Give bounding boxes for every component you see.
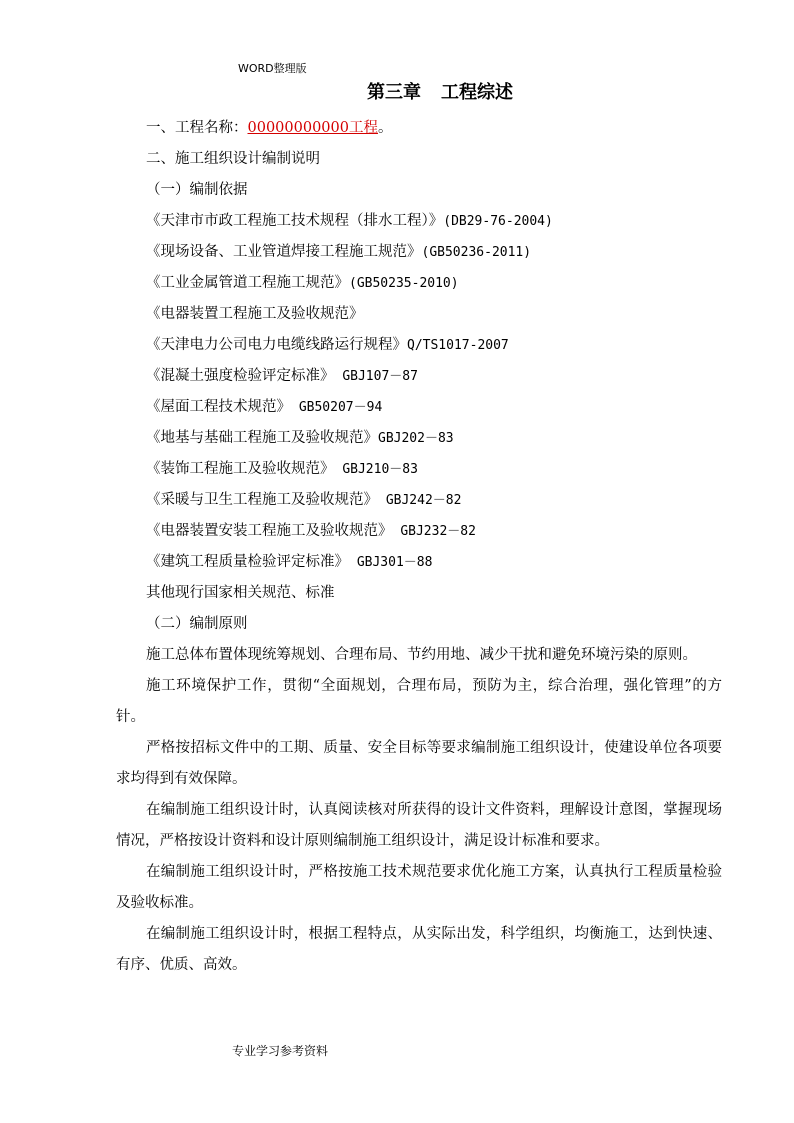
footer-note: 专业学习参考资料 xyxy=(232,1044,329,1058)
basis-item-code: (DB29-76-2004) xyxy=(443,214,553,229)
principles-heading: （二）编制原则 xyxy=(146,616,248,632)
basis-item-title: 《采暖与卫生工程施工及验收规范》 xyxy=(146,492,378,508)
basis-item xyxy=(116,392,722,423)
basis-item-title: 《天津市市政工程施工技术规程（排水工程）》 xyxy=(146,213,444,229)
principle-paragraph: 施工总体布置体现统筹规划、合理布局、节约用地、减少干扰和避免环境污染的原则。 xyxy=(146,647,697,663)
basis-item-code: GBJ210－83 xyxy=(334,462,418,477)
principle-paragraph: 在编制施工组织设计时，严格按施工技术规范要求优化施工方案，认真执行工程质量检验及验收标准。 xyxy=(116,864,722,911)
basis-item-code: (GB50236-2011) xyxy=(421,245,532,260)
basis-item xyxy=(116,237,722,268)
document-body xyxy=(116,113,722,981)
basis-item-title: 《屋面工程技术规范》 xyxy=(146,399,291,415)
principle-paragraph: 严格按招标文件中的工期、质量、安全目标等要求编制施工组织设计，使建设单位各项要求均得到有效保障。 xyxy=(116,740,722,787)
basis-item xyxy=(116,206,722,237)
project-name-line xyxy=(116,113,722,144)
basis-item xyxy=(116,268,722,299)
basis-item-code: GBJ301－88 xyxy=(349,555,433,570)
basis-item xyxy=(116,485,722,516)
principles-list xyxy=(116,640,722,981)
basis-other: 其他现行国家相关规范、标准 xyxy=(146,585,335,601)
basis-item-code: GBJ232－82 xyxy=(392,524,476,539)
principle-paragraph: 在编制施工组织设计时，认真阅读核对所获得的设计文件资料，理解设计意图，掌握现场情况，严格按设计资料和设计原则编制施工组织设计，满足设计标准和要求。 xyxy=(116,802,722,849)
basis-list xyxy=(116,206,722,578)
chapter-name: 工程综述 xyxy=(441,82,513,103)
basis-item-title: 《天津电力公司电力电缆线路运行规程》 xyxy=(146,337,407,353)
basis-item-title: 《混凝土强度检验评定标准》 xyxy=(146,368,335,384)
basis-item xyxy=(116,330,722,361)
basis-item-code: GB50207－94 xyxy=(291,400,383,415)
project-name-value: 00000000000工程 xyxy=(247,120,378,136)
basis-item-code: GBJ107－87 xyxy=(334,369,418,384)
principle-paragraph: 在编制施工组织设计时，根据工程特点，从实际出发，科学组织，均衡施工，达到快速、有序、优质、高效。 xyxy=(116,926,722,973)
project-name-suffix: 。 xyxy=(377,120,393,136)
basis-item-title: 《电器装置安装工程施工及验收规范》 xyxy=(146,523,393,539)
basis-heading: （一）编制依据 xyxy=(146,182,248,198)
basis-item xyxy=(116,547,722,578)
basis-item-code: (GB50235-2010) xyxy=(349,276,459,291)
chapter-number: 第三章 xyxy=(367,82,421,103)
header-note: WORD整理版 xyxy=(238,62,307,75)
chapter-title xyxy=(0,78,794,104)
basis-item-title: 《电器装置工程施工及验收规范》 xyxy=(146,306,364,322)
basis-item xyxy=(116,361,722,392)
basis-item xyxy=(116,516,722,547)
basis-item-code: GBJ242－82 xyxy=(378,493,462,508)
project-name-label: 一、工程名称： xyxy=(146,120,248,136)
basis-item xyxy=(116,454,722,485)
basis-item-title: 《现场设备、工业管道焊接工程施工规范》 xyxy=(146,244,422,260)
basis-item-title: 《工业金属管道工程施工规范》 xyxy=(146,275,349,291)
principle-paragraph: 施工环境保护工作，贯彻“全面规划，合理布局，预防为主，综合治理，强化管理”的方针。 xyxy=(116,678,722,725)
section-2-heading: 二、施工组织设计编制说明 xyxy=(146,151,320,167)
basis-item-code: GBJ202－83 xyxy=(378,431,454,446)
basis-item-title: 《地基与基础工程施工及验收规范》 xyxy=(146,430,378,446)
basis-item xyxy=(116,299,722,330)
basis-item-code: Q/TS1017-2007 xyxy=(407,338,509,353)
basis-item xyxy=(116,423,722,454)
basis-item-title: 《建筑工程质量检验评定标准》 xyxy=(146,554,349,570)
basis-item-title: 《装饰工程施工及验收规范》 xyxy=(146,461,335,477)
